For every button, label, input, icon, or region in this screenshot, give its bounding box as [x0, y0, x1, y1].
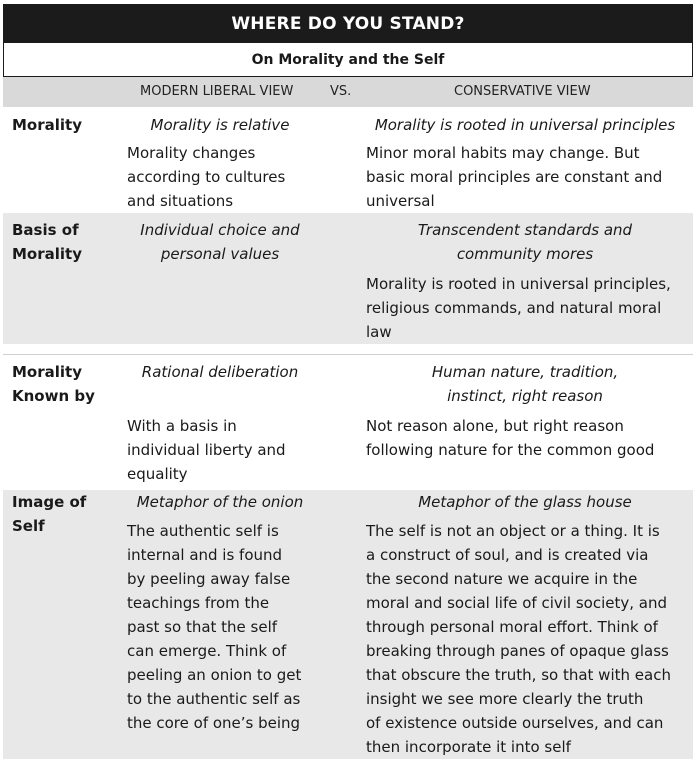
row-label: Morality Known by	[12, 363, 95, 405]
table-subtitle: On Morality and the Self	[3, 43, 693, 77]
column-header-conservative: CONSERVATIVE VIEW	[454, 84, 591, 99]
conservative-text: Not reason alone, but right reason following nature for the common good	[366, 417, 655, 459]
row-label: Image of Self	[12, 493, 87, 535]
conservative-heading: Morality is rooted in universal principles	[374, 116, 676, 134]
row-label: Basis of Morality	[12, 221, 82, 263]
liberal-heading: Morality is relative	[150, 116, 290, 134]
liberal-text: Morality changes according to cultures and situations	[127, 144, 286, 210]
column-header-vs: VS.	[330, 84, 352, 99]
conservative-text: The self is not an object or a thing. It is a construct of soul, and is created via the second nature we acquire in the moral and social life of civil society, and through personal moral effort. Think of breaking through panes of opaque glass that obscure the truth, so that with each insight we see more clearly the truth of existence outside ourselves, and can then incorporate it into self	[366, 522, 671, 756]
liberal-text: The authentic self is internal and is found by peeling away false teachings from the past so that the self can emerge. Think of peeling an onion to get to the authentic self as the core of one’s being	[127, 522, 302, 732]
column-header-row	[3, 77, 693, 107]
liberal-heading: Individual choice and personal values	[140, 221, 300, 263]
conservative-text: Minor moral habits may change. But basic moral principles are constant and universal	[366, 144, 663, 210]
column-header-liberal: MODERN LIBERAL VIEW	[140, 84, 294, 99]
liberal-heading: Metaphor of the onion	[136, 493, 304, 511]
row-label: Morality	[12, 116, 82, 134]
conservative-text: Morality is rooted in universal principles, religious commands, and natural moral law	[366, 275, 671, 341]
conservative-heading: Transcendent standards and community mores	[417, 221, 633, 263]
liberal-heading: Rational deliberation	[141, 363, 299, 381]
table-title: WHERE DO YOU STAND?	[3, 4, 693, 43]
conservative-heading: Metaphor of the glass house	[418, 493, 632, 511]
liberal-text: With a basis in individual liberty and equality	[127, 417, 286, 483]
conservative-heading: Human nature, tradition, instinct, right reason	[431, 363, 619, 405]
